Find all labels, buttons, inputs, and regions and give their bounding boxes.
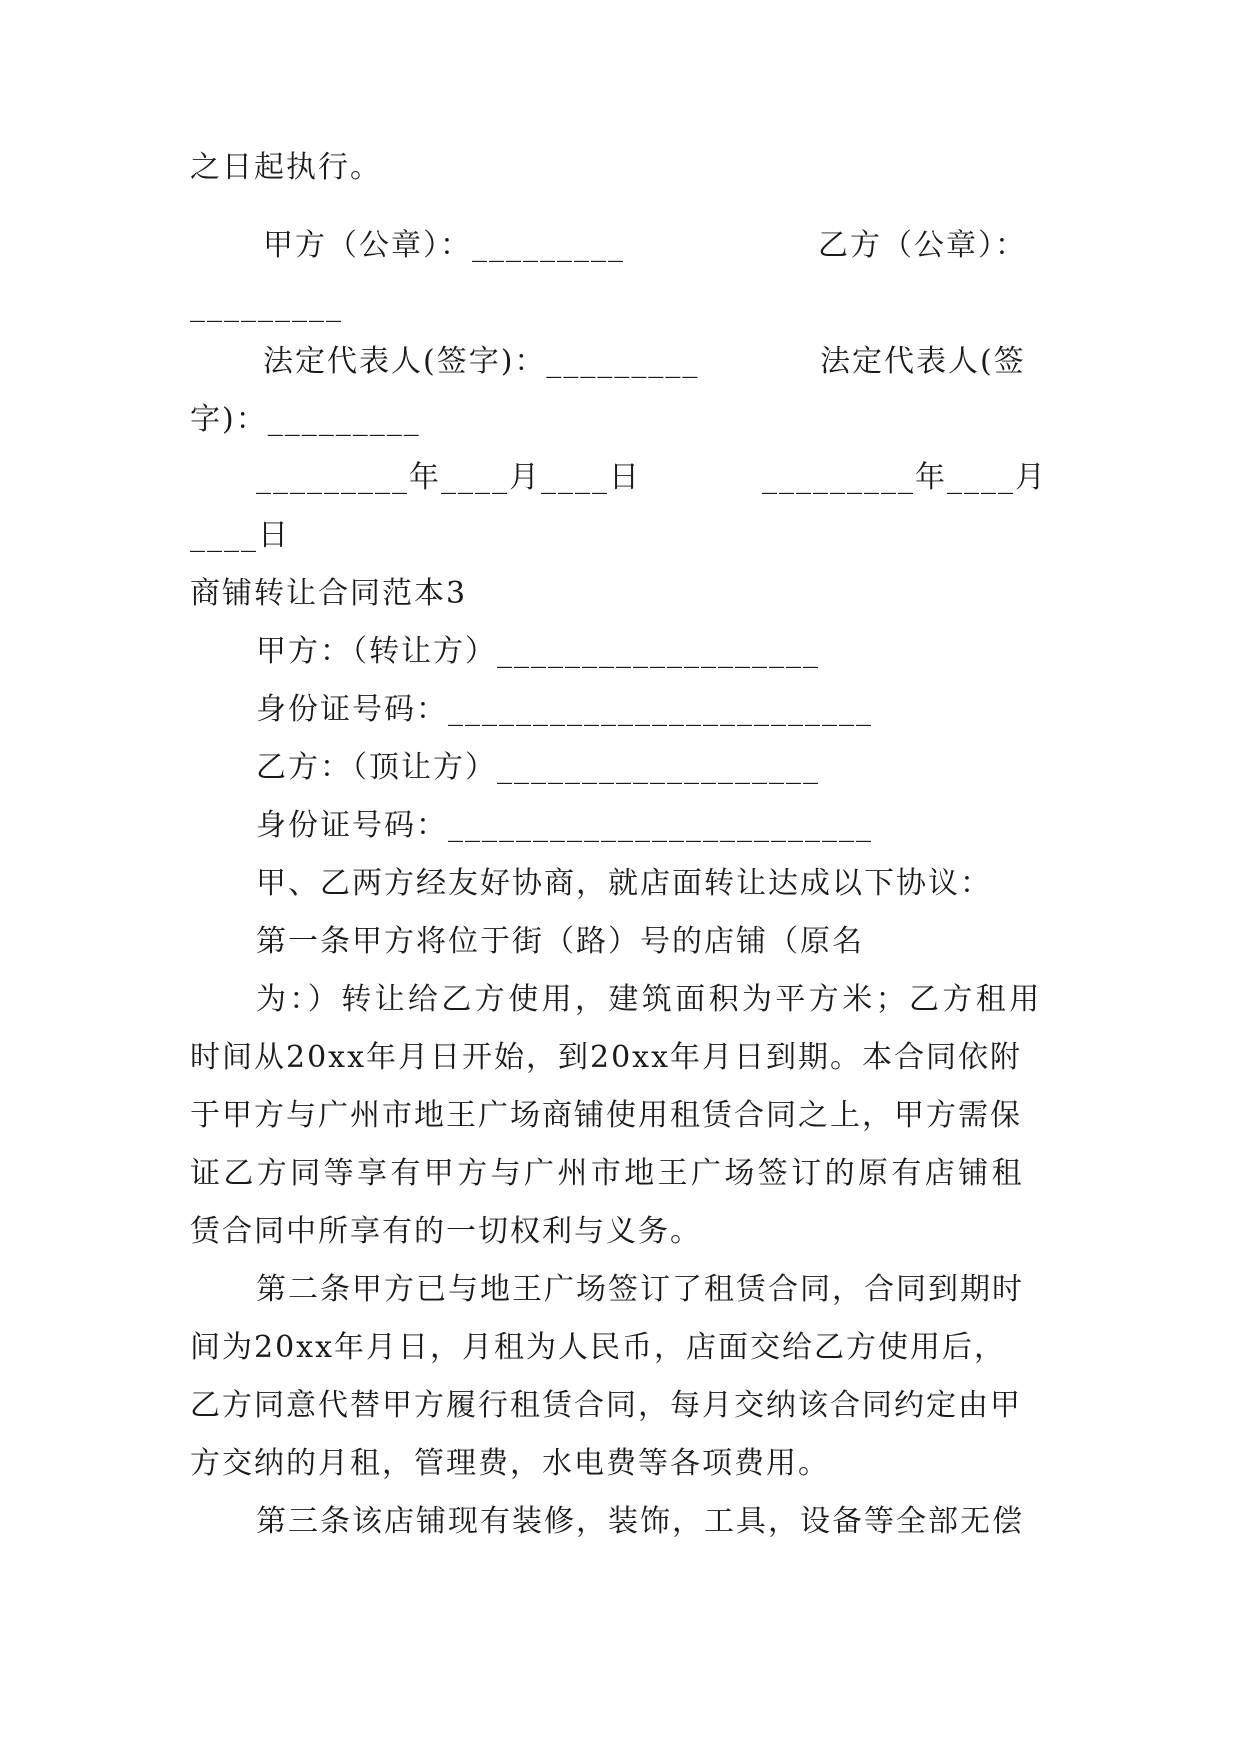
text-line: 之日起执行。	[190, 150, 382, 185]
party-a-date-line: _________年____月____日	[256, 460, 641, 495]
article-3-line: 第三条该店铺现有装修，装饰，工具，设备等全部无偿	[256, 1504, 1024, 1539]
party-a-id-line: 身份证号码：_________________________	[256, 692, 873, 727]
agreement-intro: 甲、乙两方经友好协商，就店面转让达成以下协议：	[256, 866, 992, 901]
party-b-transferee-line: 乙方：（顶让方）___________________	[256, 750, 820, 785]
article-1-line: 为：）转让给乙方使用，建筑面积为平方米；乙方租用	[256, 982, 1043, 1017]
article-2-line: 第二条甲方已与地王广场签订了租赁合同，合同到期时	[256, 1272, 1024, 1307]
article-2-line: 乙方同意代替甲方履行租赁合同，每月交纳该合同约定由甲	[190, 1388, 1022, 1423]
party-b-date-line: _________年____月	[762, 460, 1047, 495]
article-2-line: 方交纳的月租，管理费，水电费等各项费用。	[190, 1446, 830, 1481]
article-2-line: 间为20xx年月日，月租为人民币，店面交给乙方使用后，	[190, 1330, 1007, 1365]
section-title: 商铺转让合同范本3	[190, 576, 468, 611]
article-1-line: 于甲方与广州市地王广场商铺使用租赁合同之上，甲方需保	[190, 1098, 1022, 1133]
party-b-representative-label: 法定代表人(签	[820, 344, 1026, 379]
party-a-seal-line: 甲方（公章）：_________	[263, 228, 625, 263]
article-1-line: 时间从20xx年月日开始，到20xx年月日到期。本合同依附	[190, 1040, 1023, 1075]
article-1-line: 赁合同中所享有的一切权利与义务。	[190, 1214, 702, 1249]
party-b-seal-blank: _________	[190, 288, 343, 323]
party-b-id-line: 身份证号码：_________________________	[256, 808, 873, 843]
party-b-seal-label: 乙方（公章）：	[818, 228, 1027, 263]
article-1-line: 第一条甲方将位于街（路）号的店铺（原名	[256, 924, 864, 959]
party-a-representative-line: 法定代表人(签字)：_________	[263, 344, 700, 379]
party-a-transferor-line: 甲方：（转让方）___________________	[256, 634, 820, 669]
party-b-date-day: ____日	[190, 518, 290, 553]
party-b-representative-blank: 字)：_________	[190, 402, 421, 437]
article-1-line: 证乙方同等享有甲方与广州市地王广场签订的原有店铺租	[190, 1156, 1025, 1191]
